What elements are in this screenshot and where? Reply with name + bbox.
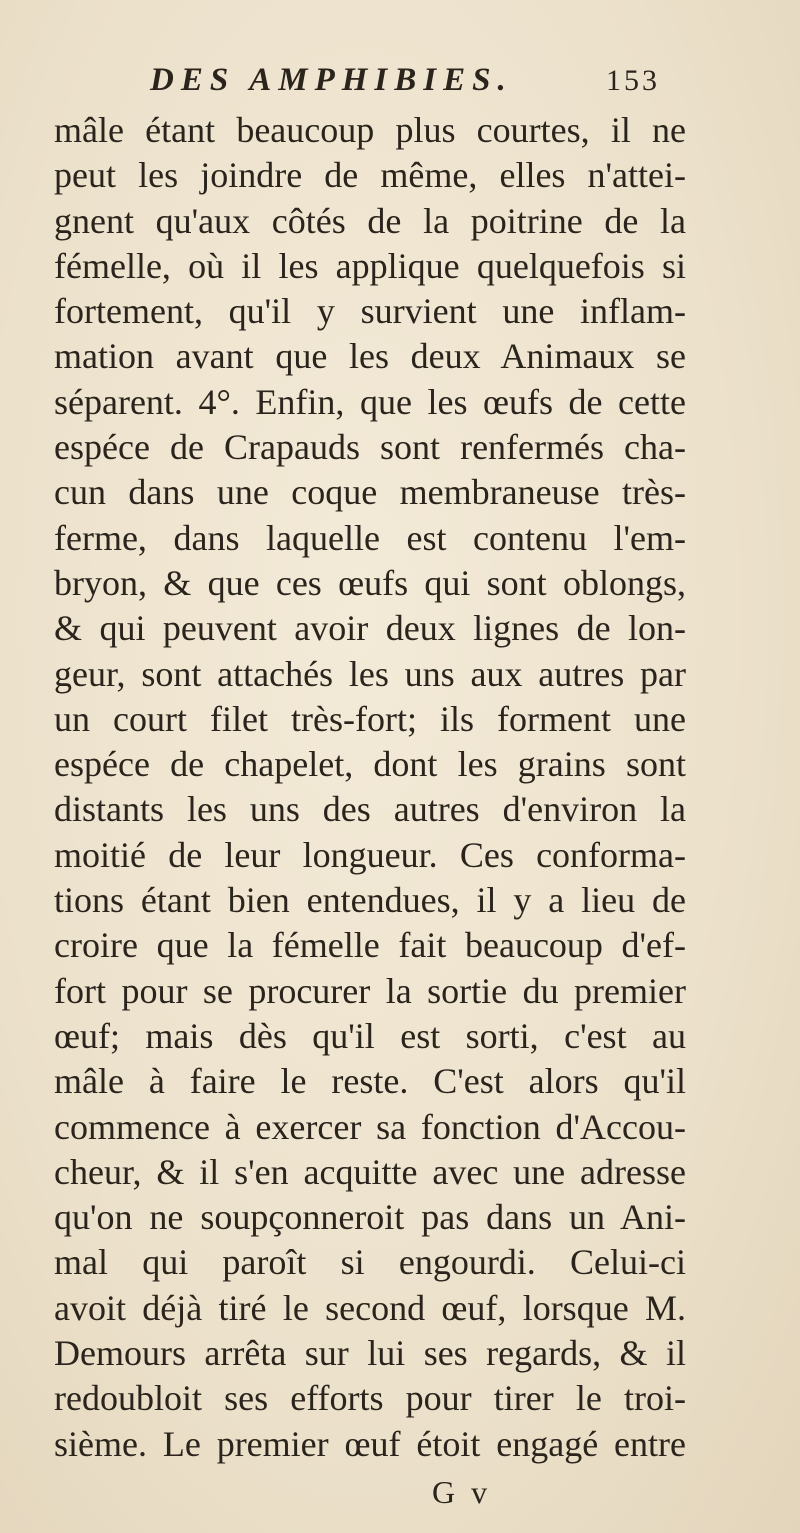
text-line: peut les joindre de même, elles n'attei- bbox=[54, 155, 686, 196]
text-line: cheur, & il s'en acquitte avec une adresse bbox=[54, 1151, 686, 1192]
text-line: tions étant bien entendues, il y a lieu de bbox=[54, 880, 686, 921]
text-line: espéce de chapelet, dont les grains sont bbox=[54, 744, 686, 785]
signature-mark: G v bbox=[432, 1474, 492, 1510]
text-line: œuf; mais dès qu'il est sorti, c'est au bbox=[54, 1015, 686, 1056]
text-line: mation avant que les deux Animaux se bbox=[54, 336, 686, 377]
text-line: ferme, dans laquelle est contenu l'em- bbox=[54, 517, 686, 558]
text-line: sième. Le premier œuf étoit engagé entre bbox=[54, 1423, 686, 1464]
text-line: mâle à faire le reste. C'est alors qu'il bbox=[54, 1061, 686, 1102]
text-line: fémelle, où il les applique quelquefois si bbox=[54, 245, 686, 286]
text-line: bryon, & que ces œufs qui sont oblongs, bbox=[54, 562, 686, 603]
text-line: cun dans une coque membraneuse très- bbox=[54, 472, 686, 513]
running-title: DES AMPHIBIES. bbox=[150, 62, 513, 98]
text-line: qu'on ne soupçonneroit pas dans un Ani- bbox=[54, 1197, 686, 1238]
text-line: redoubloit ses efforts pour tirer le troi- bbox=[54, 1378, 686, 1419]
text-line: & qui peuvent avoir deux lignes de lon- bbox=[54, 608, 686, 649]
text-line: un court filet très-fort; ils forment une bbox=[54, 698, 686, 739]
text-line: geur, sont attachés les uns aux autres par bbox=[54, 653, 686, 694]
text-line: mal qui paroît si engourdi. Celui-ci bbox=[54, 1242, 686, 1283]
text-line: Demours arrêta sur lui ses regards, & il bbox=[54, 1333, 686, 1374]
text-line: moitié de leur longueur. Ces conforma- bbox=[54, 834, 686, 875]
text-line: fortement, qu'il y survient une inflam- bbox=[54, 291, 686, 332]
text-line: mâle étant beaucoup plus courtes, il ne bbox=[54, 110, 686, 150]
text-line: gnent qu'aux côtés de la poitrine de la bbox=[54, 200, 686, 241]
text-line: fort pour se procurer la sortie du premier bbox=[54, 970, 686, 1011]
body-text bbox=[54, 108, 686, 1467]
text-line: avoit déjà tiré le second œuf, lorsque M. bbox=[54, 1287, 686, 1328]
text-line: séparent. 4°. Enfin, que les œufs de cette bbox=[54, 381, 686, 422]
page-header bbox=[120, 62, 660, 102]
text-line: distants les uns des autres d'environ la bbox=[54, 789, 686, 830]
text-line: espéce de Crapauds sont renfermés cha- bbox=[54, 427, 686, 468]
page-number: 153 bbox=[606, 64, 660, 97]
text-line: croire que la fémelle fait beaucoup d'ef- bbox=[54, 925, 686, 966]
text-line: commence à exercer sa fonction d'Accou- bbox=[54, 1106, 686, 1147]
